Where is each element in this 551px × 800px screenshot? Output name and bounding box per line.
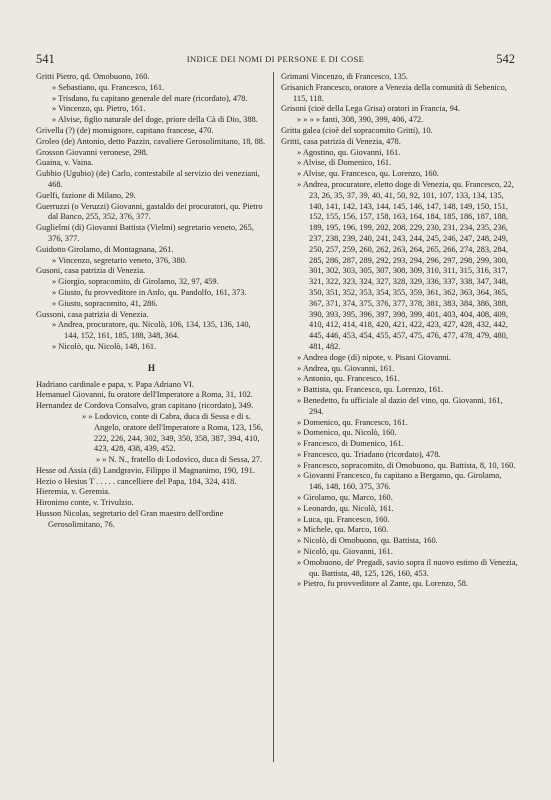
index-entry: » » » » fanti, 308, 390, 399, 406, 472.: [297, 115, 424, 125]
index-entry: » Leonardo, qu. Nicolò, 161.: [297, 503, 394, 513]
page-number-left: 541: [36, 52, 55, 66]
index-entry: » Francesco, qu. Triadano (ricordato), 478.: [297, 449, 441, 459]
index-entry: » Andrea, procuratore, qu. Nicolò, 106, 134, 135, 136, 140, 144, 152, 161, 185, 188, 348, 364.: [52, 320, 251, 341]
index-entry: Guidotto Girolamo, di Montagnana, 261.: [36, 244, 174, 254]
index-entry: Guelfi, fazione di Milano, 29.: [36, 190, 136, 200]
index-entry: » Trisdano, fu capitano generale del mare (ricordato), 478.: [52, 93, 248, 103]
index-entry: » Andrea, procuratore, eletto doge di Venezia, qu. Francesco, 22, 23, 26, 35, 37, 39, 40, 41, 50, 92, 101, 107, 133, 134, 135, 140, 141, 142, 143, 144, 145, 146, 147, 148, 149, 150, 151, 152, 155, 156, 157, 158, 163, 164, 184, 185, 186, 187, 188, 189, 195, 196, 199, 202, 208, 229, 230, 231, 234, 235, 236, 237, 238, 239, 240, 241, 243, 244, 245, 246, 247, 248, 249, 250, 257, 259, 260, 262, 263, 264, 265, 266, 274, 283, 284, 285, 286, 287, 289, 292, 293, 294, 296, 297, 298, 299, 300, 301, 302, 303, 305, 307, 308, 309, 310, 311, 315, 316, 317, 321, 322, 323, 324, 327, 328, 329, 336, 337, 338, 347, 348, 350, 351, 352, 353, 354, 355, 359, 361, 362, 363, 364, 365, 367, 371, 374, 375, 376, 377, 378, 381, 383, 384, 386, 388, 390, 393, 395, 396, 397, 398, 399, 401, 403, 404, 408, 409, 410, 412, 414, 418, 420, 421, 422, 423, 427, 428, 432, 442, 445, 446, 453, 454, 455, 457, 475, 476, 477, 478, 479, 480, 481, 482.: [297, 179, 514, 351]
index-entry: » Giusto, sopracomito, 41, 286.: [52, 298, 158, 308]
index-entry: » Girolamo, qu. Marco, 160.: [297, 493, 393, 503]
index-entry: » Agostino, qu. Giovanni, 161.: [297, 147, 401, 157]
index-entry: Hironimo conte, v. Trivulzio.: [36, 498, 134, 508]
index-entry: Hemanuel Giovanni, fu oratore dell'Imperatore a Roma, 31, 102.: [36, 390, 253, 400]
index-entry: » Benedetto, fu ufficiale al dazio del vino, qu. Giovanni, 161, 294.: [297, 395, 503, 416]
index-entry: » Domenico, qu. Francesco, 161.: [297, 417, 408, 427]
index-entry: Hernandez de Cordova Consalvo, gran capitano (ricordato), 349.: [36, 401, 254, 411]
index-entry: Hieremia, v. Geremia.: [36, 487, 111, 497]
index-entry: Grosson Giovanni veronese, 298.: [36, 147, 148, 157]
index-entry: Groleo (de) Antonio, detto Pazzin, cavaliere Gerosolimitano, 18, 88.: [36, 136, 266, 146]
index-entry: Hesse od Assia (di) Landgravio, Filippo il Magnanimo, 190, 191.: [36, 465, 255, 475]
index-entry: Guaina, v. Vaina.: [36, 158, 94, 168]
index-entry: » Alvise, di Domenico, 161.: [297, 158, 392, 168]
index-entry: » Battista, qu. Francesco, qu. Lorenzo, 161.: [297, 385, 444, 395]
index-entry: » » N. N., fratello di Lodovico, duca di Sessa, 27.: [96, 455, 263, 465]
column-divider: [273, 72, 274, 762]
index-entry: » Nicolò, qu. Nicolò, 148, 161.: [52, 341, 157, 351]
index-entry: » Luca, qu. Francesco, 160.: [297, 514, 390, 524]
running-title: INDICE DEI NOMI DI PERSONE E DI COSE: [186, 54, 365, 64]
index-entry: Husson Nicolas, segretario del Gran maestro dell'ordine Gerosolimitano, 76.: [36, 509, 224, 529]
index-entry: » Giovanni Francesco, fu capitano a Bergamo, qu. Girolamo, 146, 148, 160, 375, 376.: [297, 471, 502, 492]
index-entry: Grimani Vincenzo, di Francesco, 135.: [281, 72, 409, 81]
index-entry: » Francesco, sopracomito, di Omobuono, qu. Battista, 8, 10, 160.: [297, 460, 516, 470]
index-entry: Guglielmi (di) Giovanni Battista (Vielmi) segretario veneto, 265, 376, 377.: [36, 223, 254, 243]
index-entry: » Francesco, di Domenico, 161.: [297, 439, 404, 449]
index-entry: » Nicolò, qu. Giovanni, 161.: [297, 547, 393, 557]
index-entry: » Giorgio, sopracomito, di Girolamo, 32, 97, 459.: [52, 277, 219, 287]
index-entry: Gubbio (Ugubio) (de) Carlo, contestabile al servizio dei veneziani, 468.: [36, 169, 260, 189]
index-entry: » Nicolò, di Omobuono, qu. Battista, 160.: [297, 536, 438, 546]
index-entry: » Vincenzo, qu. Pietro, 161.: [52, 104, 146, 114]
index-entry: » Domenico, qu. Nicolò, 160.: [297, 428, 397, 438]
index-entry: Gritti, casa patrizia di Venezia, 478.: [281, 136, 401, 146]
index-entry: Gritta galea (cioè del sopracomito Gritti), 10.: [281, 125, 433, 135]
index-entry: » Andrea doge (di) nipote, v. Pisani Giovanni.: [297, 352, 451, 362]
left-column: [36, 72, 267, 531]
index-entry: » Alvise, figlio naturale del doge, priore della Cà di Dio, 388.: [52, 115, 258, 125]
index-entry: » Michele, qu. Marco, 160.: [297, 525, 389, 535]
index-entry: » Pietro, fu provveditore al Zante, qu. Lorenzo, 58.: [297, 579, 468, 589]
index-entry: » Antonio, qu. Francesco, 161.: [297, 374, 400, 384]
right-column: [281, 72, 518, 590]
index-entry: » Vincenzo, segretario veneto, 376, 380.: [52, 255, 187, 265]
index-entry: » Andrea, qu. Giovanni, 161.: [297, 363, 395, 373]
index-entry: Gusoni, casa patrizia di Venezia.: [36, 266, 146, 276]
index-entry: Grivella (?) (de) monsignore, capitano francese, 470.: [36, 125, 214, 135]
index-entry: Guerruzzi (o Veruzzi) Giovanni, gastaldo dei procuratori, qu. Pietro dal Banco, 255, 352, 376, 377.: [36, 201, 263, 222]
index-entry: Grisoni (cioè della Lega Grisa) oratori in Francia, 94.: [281, 104, 461, 114]
page-number-right: 542: [496, 52, 515, 66]
index-entry: Hezio o Hesius T . . . . . cancelliere del Papa, 184, 324, 418.: [36, 476, 237, 486]
index-entry: Gritti Pietro, qd. Omobuono, 160.: [36, 72, 150, 81]
index-entry: » Sebastiano, qu. Francesco, 161.: [52, 82, 165, 92]
index-entry: Grisanich Francesco, oratore a Venezia della comunità di Sebenico, 115, 118.: [281, 82, 507, 103]
index-entry: » Alvise, qu. Francesco, qu. Lorenzo, 160.: [297, 169, 439, 179]
index-entry: » » Lodovico, conte di Cabra, duca di Sessa e di s. Angelo, oratore dell'Imperatore a Roma, 123, 156, 222, 226, 244, 302, 349, 350, 358, 387, 394, 410, 423, 428, 438, 439, 452.: [82, 411, 263, 454]
index-entry: Hadriano cardinale e papa, v. Papa Adriano VI.: [36, 379, 194, 389]
running-header: [36, 52, 515, 68]
index-entry: » Giusto, fu provveditore in Anfo, qu. Pandolfo, 161, 373.: [52, 287, 247, 297]
index-entry: Gussoni, casa patrizia di Venezia.: [36, 309, 149, 319]
section-letter: H: [147, 362, 155, 373]
index-entry: » Omobuono, de' Pregadi, savio sopra il nuovo estimo di Venezia, qu. Battista, 48, 125, 126, 160, 453.: [297, 557, 518, 578]
